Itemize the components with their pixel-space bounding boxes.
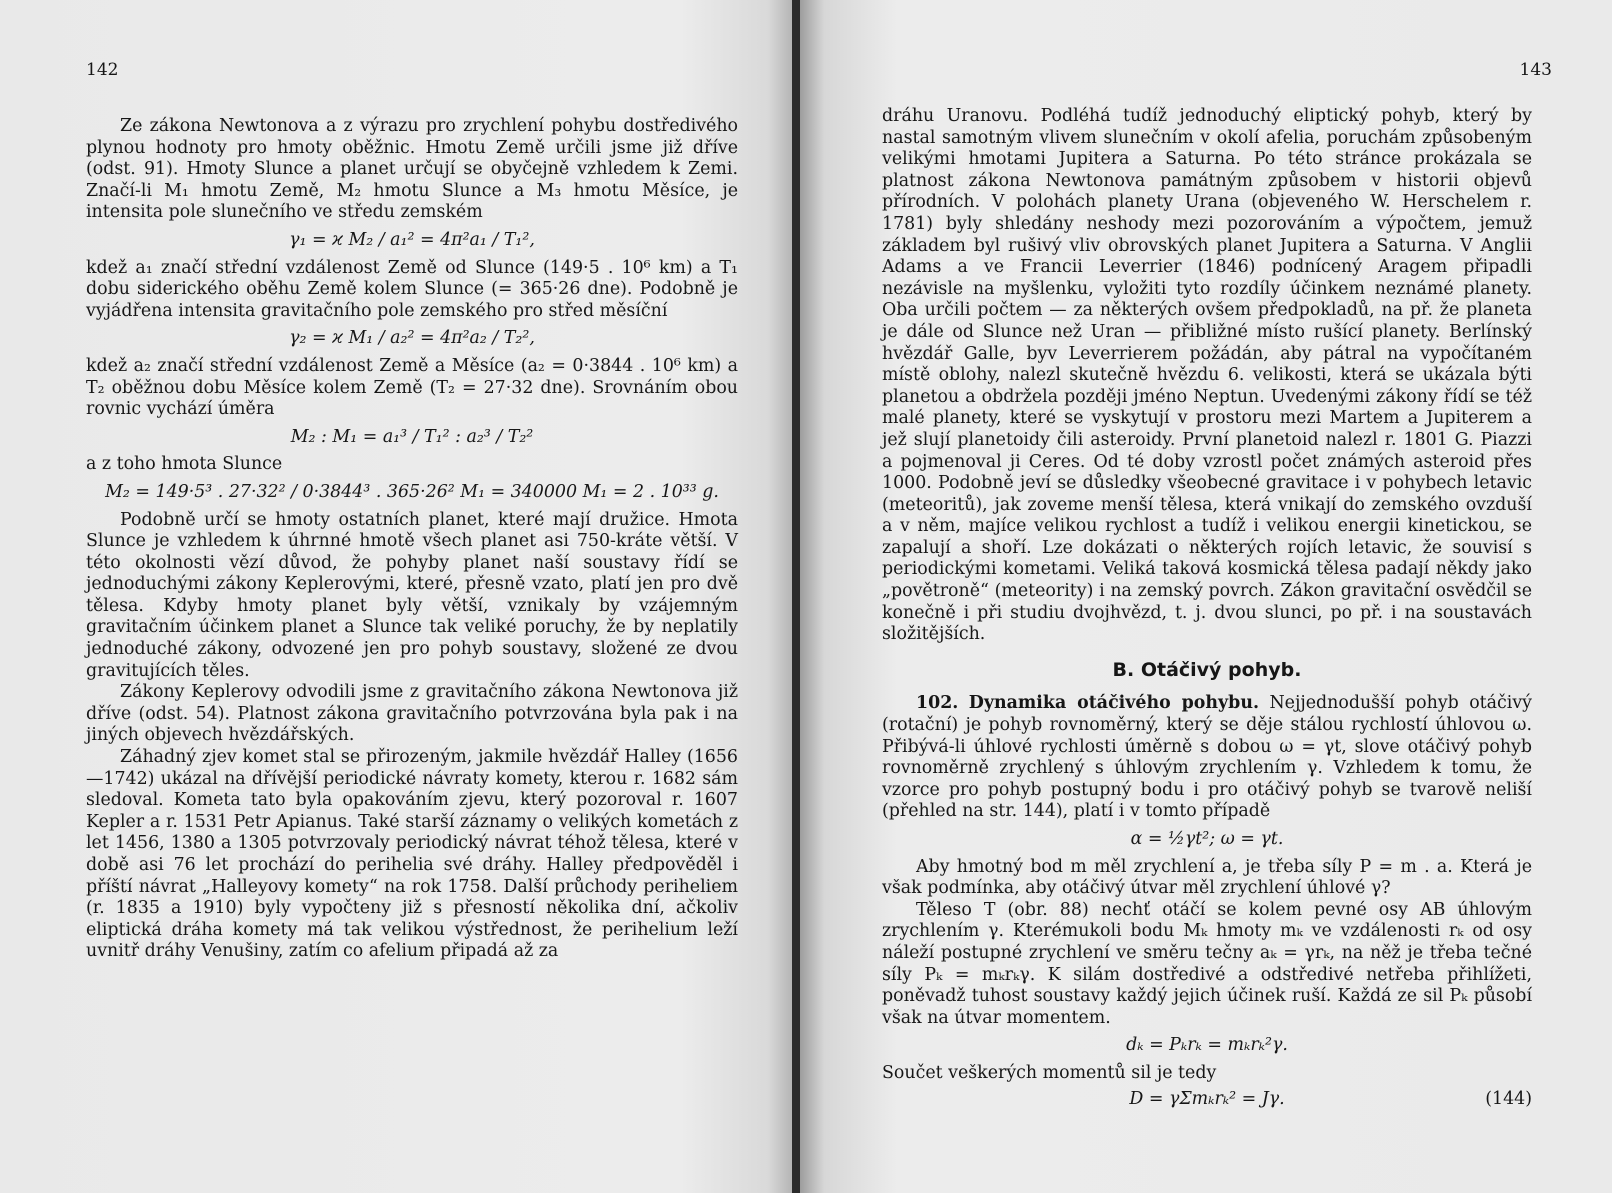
paragraph: kdež a₁ značí střední vzdálenost Země od Slunce (149·5 . 10⁶ km) a T₁ dobu siderického oběhu Země kolem Slunce (= 365·26 dne). Podobně je vyjádřena intensita gravitačního pole zemského pro střed měsíční <box>86 257 738 321</box>
paragraph: Záhadný zjev komet stal se přirozeným, jakmile hvězdář Halley (1656—1742) ukázal na dřívější periodické návraty komety, kterou r. 1682 sám sledoval. Kometa tato byla opakováním zjevu, který pozoroval r. 1607 Kepler a r. 1531 Petr Apianus. Také starší záznamy o velikých kometách z let 1456, 1380 a 1305 potvrzovaly periodický návrat téhož tělesa, které v době asi 76 let prochází do perihelia své dráhy. Halley předpověděl i příští návrat „Halleyovy komety“ na rok 1758. Další průchody periheliem (r. 1835 a 1910) byly vypočteny již s přesností několika dní, ačkoliv eliptická dráha komety má tak velikou výstřednost, že perihelium leží uvnitř dráhy Venušiny, zatím co afelium připadá až za <box>86 747 738 962</box>
paragraph: kdež a₂ značí střední vzdálenost Země a Měsíce (a₂ = 0·3844 . 10⁶ km) a T₂ oběžnou dobu Měsíce kolem Země (T₂ = 27·32 dne). Srovnáním obou rovnic vychází úměra <box>86 355 738 420</box>
paragraph: Aby hmotný bod m měl zrychlení a, je třeba síly P = m . a. Která je však podmínka, aby otáčivý útvar měl zrychlení úhlové γ? <box>882 856 1532 899</box>
equation: M₂ = 149·5³ . 27·32² / 0·3844³ . 365·26² M₁ = 340000 M₁ = 2 . 10³³ g. <box>105 481 719 502</box>
section-number: 102. <box>916 693 959 714</box>
equation-number: (144) <box>1485 1088 1532 1109</box>
paragraph: Součet veškerých momentů sil je tedy <box>882 1062 1217 1083</box>
paragraph: dráhu Uranovu. Podléhá tudíž jednoduchý eliptický pohyb, který by nastal samotným vlivem slunečním v okolí afelia, poruchám způsobeným velikými hmotami Jupitera a Saturna. Po této stránce prokázala se platnost zákona Newtonova památným způsobem v historii objevů přírodních. V polohách planety Urana (objeveného W. Herschelem r. 1781) byly shledány neshody mezi pozorováním a výpočtem, jemuž základem byl rušivý vliv obrovských planet Jupitera a Saturna. V Anglii Adams a ve Francii Leverrier (1846) podnícený Aragem připadli nezávisle na myšlenku, vyložiti tyto rozdíly účinkem neznámé planety. Oba určili počtem — za některých ovšem předpokladů, na př. že planeta je dále od Slunce než Uran — přibližné místo rušící planety. Berlínský hvězdář Galle, byv Leverrierem požádán, aby pátral na vypočítaném místě oblohy, nalezl skutečně hvězdu 6. velikosti, která se ukázala býti planetou a obdržela později jméno Neptun. Uvedenými zákony řídí se též malé planety, které se vyskytují v prostoru mezi Martem a Jupiterem a jež slují planetoidy čili asteroidy. První planetoid nalezl r. 1801 G. Piazzi a pojmenoval ji Ceres. Od té doby vzrostl počet známých asteroid přes 1000. Podobně jeví se důsledky všeobecné gravitace i v pohybech letavic (meteoritů), jak zoveme menší tělesa, která vnikají do zemského ovzduší a v něm, majíce velikou rychlost a tudíž i velikou energii kinetickou, se zapalují a shoří. Lze dokázati o některých rojích letavic, že souvisí s periodickými kometami. Veliká taková kosmická tělesa padají někdy jako „povětroně“ (meteority) i na zemský povrch. Zákon gravitační osvědčil se konečně i při studiu dvojhvězd, t. j. dvou slunci, po př. i na soustavách složitějších. <box>882 106 1532 645</box>
equation: dₖ = Pₖrₖ = mₖrₖ²γ. <box>1126 1035 1288 1056</box>
left-page-text <box>86 116 738 963</box>
equation: M₂ : M₁ = a₁³ / T₁² : a₂³ / T₂² <box>290 426 534 447</box>
section-paragraph <box>882 693 1532 823</box>
paragraph-text: Nejjednodušší pohyb otáčivý (rotační) je pohyb rovnoměrný, který se děje stálou rychlostí úhlovou ω. Přibývá-li úhlové rychlosti úměrně s dobou ω = γt, slove otáčivý pohyb rovnoměrně zrychlený s úhlovým zrychlením γ. Vzhledem k tomu, že vzorce pro pohyb postupný bodu i pro otáčivý pohyb se tvarově neliší (přehled na str. 144), platí i v tomto případě <box>882 693 1532 822</box>
paragraph: Podobně určí se hmoty ostatních planet, které mají družice. Hmota Slunce je vzhledem k úhrnné hmotě všech planet asi 750-kráte větší. V této okolnosti vězí důvod, že pohyby planet naší soustavy řídí se jednoduchými zákony Keplerovými, které, přesně vzato, platí jen pro dvě tělesa. Kdyby hmoty planet byly větší, vznikaly by vzájemným gravitačním účinkem planet a Slunce tak veliké poruchy, že by neplatily jednoduché zákony, odvozené jen pro pohyb soustavy, složené ze dvou gravitujících těles. <box>86 509 738 681</box>
section-heading: B. Otáčivý pohyb. <box>1112 658 1302 681</box>
right-page <box>800 0 1612 1193</box>
page-number-left: 142 <box>86 60 119 80</box>
paragraph: Ze zákona Newtonova a z výrazu pro zrychlení pohybu dostředivého plynou hodnoty pro hmoty oběžnic. Hmotu Země určili jsme již dříve (odst. 91). Hmoty Slunce a planet určují se obyčejně vzhledem k Zemi. Značí-li M₁ hmotu Země, M₂ hmotu Slunce a M₃ hmotu Měsíce, je intensita pole slunečního ve středu zemském <box>86 116 738 223</box>
equation: γ₁ = ϰ M₂ / a₁² = 4π²a₁ / T₁², <box>289 229 535 250</box>
right-page-text <box>882 106 1532 1114</box>
page-number-right: 143 <box>1519 60 1552 80</box>
equation: D = γΣmₖrₖ² = Jγ. <box>1129 1088 1285 1109</box>
left-page <box>0 0 800 1193</box>
equation-row <box>882 1089 1532 1111</box>
paragraph: a z toho hmota Slunce <box>86 454 283 475</box>
equation: α = ½γt²; ω = γt. <box>1130 829 1284 849</box>
section-title: Dynamika otáčivého pohybu. <box>968 693 1260 714</box>
equation: γ₂ = ϰ M₁ / a₂² = 4π²a₂ / T₂², <box>289 328 535 349</box>
paragraph: Těleso T (obr. 88) nechť otáčí se kolem pevné osy AB úhlovým zrychlením γ. Kterémukoli bodu Mₖ hmoty mₖ ve vzdálenosti rₖ od osy náleží postupné zrychlení ve směru tečny aₖ = γrₖ, na něž je třeba tečné síly Pₖ = mₖrₖγ. K silám dostředivé a odstředivé netřeba přihlížeti, poněvadž tuhost soustavy každý jejich účinek ruší. Každá ze sil Pₖ působí však na útvar momentem. <box>882 899 1532 1028</box>
paragraph: Zákony Keplerovy odvodili jsme z gravitačního zákona Newtonova již dříve (odst. 54). Platnost zákona gravitačního potvrzována byla pak i na jiných objevech hvězdářských. <box>86 682 738 746</box>
